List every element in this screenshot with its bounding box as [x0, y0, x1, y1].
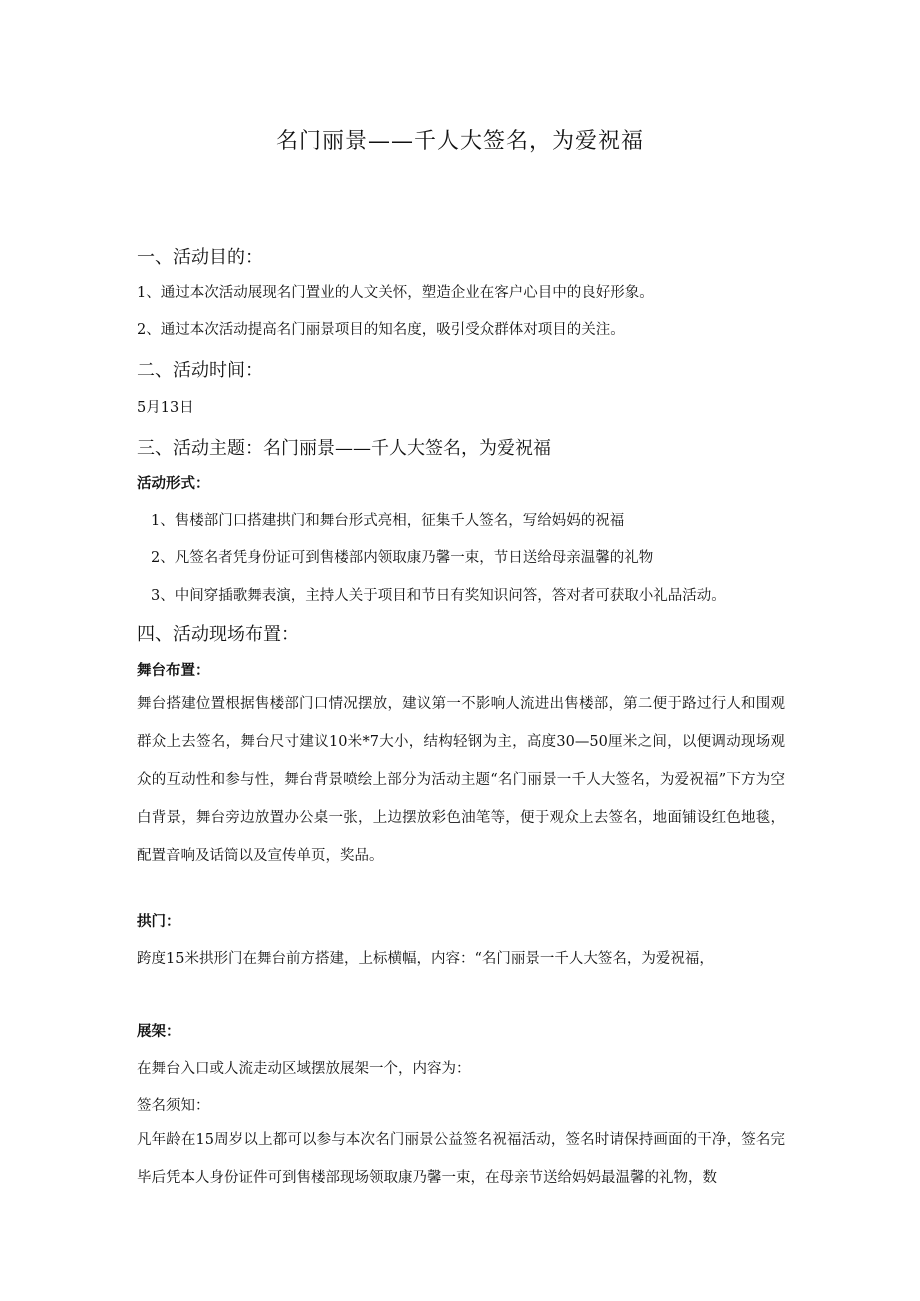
form-item-3: 3、中间穿插歌舞表演，主持人关于项目和节日有奖知识问答，答对者可获取小礼品活动。	[151, 588, 726, 604]
form-item-1: 1、售楼部门口搭建拱门和舞台形式亮相，征集千人签名，写给妈妈的祝福	[151, 513, 625, 529]
display-text: 在舞台入口或人流走动区域摆放展架一个，内容为：	[137, 1061, 471, 1077]
arch-text: 跨度15米拱形门在舞台前方搭建，上标横幅，内容：“名门丽景一千人大签名，为爱祝福，	[137, 951, 714, 967]
form-item-2: 2、凡签名者凭身份证可到售楼部内领取康乃馨一束，节日送给母亲温馨的礼物	[151, 550, 654, 566]
section-theme-heading: 三、活动主题：名门丽景——千人大签名，为爱祝福	[137, 438, 551, 459]
goal-item-1: 1、通过本次活动展现名门置业的人文关怀，塑造企业在客户心目中的良好形象。	[137, 285, 654, 301]
document-title: 名门丽景——千人大签名，为爱祝福	[275, 129, 644, 154]
form-label: 活动形式：	[137, 475, 210, 492]
stage-paragraph: 舞台搭建位置根据售楼部门口情况摆放，建议第一不影响人流进出售楼部，第二便于路过行人和围观群众上去签名，舞台尺寸建议10米*7大小，结构轻钢为主，高度30—50厘米之间，以便调动现场观众的互动性和参与性，舞台背景喷绘上部分为活动主题“名门丽景一千人大签名，为爱祝福”下方为空白背景，舞台旁边放置办公桌一张，上边摆放彩色油笔等，便于观众上去签名，地面铺设红色地毯，配置音响及话筒以及宣传单页，奖品。	[137, 696, 785, 864]
section-setup-heading: 四、活动现场布置：	[137, 624, 299, 645]
section-goal-heading: 一、活动目的：	[137, 247, 263, 268]
notice-label: 签名须知：	[137, 1098, 210, 1114]
stage-label: 舞台布置：	[137, 662, 210, 679]
display-label: 展架：	[137, 1023, 181, 1040]
arch-label: 拱门：	[137, 913, 181, 930]
notice-paragraph: 凡年龄在15周岁以上都可以参与本次名门丽景公益签名祝福活动，签名时请保持画面的干净，签名完毕后凭本人身份证件可到售楼部现场领取康乃馨一束，在母亲节送给妈妈最温馨的礼物，数	[137, 1132, 785, 1186]
section-time-heading: 二、活动时间：	[137, 360, 263, 381]
goal-item-2: 2、通过本次活动提高名门丽景项目的知名度，吸引受众群体对项目的关注。	[137, 322, 625, 338]
time-value: 5月13日	[137, 400, 194, 416]
